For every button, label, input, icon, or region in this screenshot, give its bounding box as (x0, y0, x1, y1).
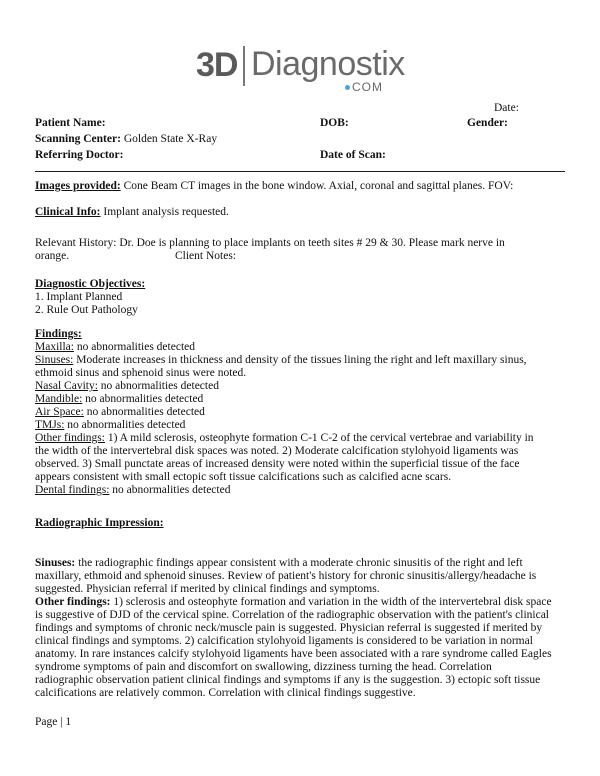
other-findings-line-1: 1) A mild sclerosis, osteophyte formation C-1 C-2 of the cervical vertebrae and variability in (107, 432, 534, 444)
radiographic-impression-heading (35, 517, 565, 530)
finding-air-space (35, 406, 565, 419)
finding-other (35, 432, 565, 445)
other-findings-label: Other findings: (35, 432, 105, 444)
logo-divider (243, 46, 245, 86)
finding-mandible (35, 393, 565, 406)
date-label: Date: (494, 102, 519, 114)
scanning-center-row (35, 133, 217, 146)
nasal-cavity-text: no abnormalities detected (100, 380, 219, 392)
impression-other-line-3: findings and symptoms of chronic neck/muscle pain is suggested. Physician referral is suggested if merited by (35, 622, 543, 634)
scanning-center-value: Golden State X-Ray (123, 133, 218, 145)
impression-other-line-1: 1) sclerosis and osteophyte formation and variation in the width of the intervertebral disk space (113, 596, 552, 608)
finding-dental (35, 484, 565, 497)
tmjs-text: no abnormalities detected (67, 419, 186, 431)
other-findings-line-3: observed. 3) Small punctate areas of increased density were noted within the superficial tissue of the face (35, 458, 520, 470)
dental-findings-text: no abnormalities detected (112, 484, 231, 496)
maxilla-label: Maxilla: (35, 341, 74, 353)
impression-section (35, 557, 565, 700)
impression-sinuses-line-1: the radiographic findings appear consistent with a moderate chronic sinusitis of the right and left (78, 557, 523, 569)
images-provided-text: Cone Beam CT images in the bone window. Axial, coronal and sagittal planes. FOV: (123, 180, 514, 192)
radiographic-impression-label: Radiographic Impression: (35, 517, 164, 529)
logo-tld: COM (352, 80, 383, 94)
objective-item: 2. Rule Out Pathology (35, 304, 138, 316)
impression-sinuses-line-3: suggested. Physician referral if merited by clinical findings and symptoms. (35, 583, 380, 595)
logo-dot-icon (345, 85, 350, 90)
mandible-label: Mandible: (35, 393, 83, 405)
impression-other-label: Other findings: (35, 596, 111, 608)
sinuses-text-line-1: Moderate increases in thickness and density of the tissues lining the right and left maxillary sinus, (76, 354, 527, 366)
company-logo (196, 42, 406, 98)
dob-label: DOB: (320, 117, 349, 129)
history-line-2-row (35, 250, 565, 263)
impression-other-line-4: clinical findings and symptoms. 2) calcification stylohyoid ligaments is considered to be variation in normal (35, 635, 533, 647)
header-divider (35, 171, 565, 172)
diagnostic-objectives (35, 278, 565, 317)
clinical-info-text: Implant analysis requested. (103, 206, 229, 218)
impression-sinuses-line-2: maxillary, ethmoid and sphenoid sinuses. Review of patient's history for chronic sinusitis/allergy/headache is (35, 570, 537, 582)
dental-findings-label: Dental findings: (35, 484, 110, 496)
sinuses-label: Sinuses: (35, 354, 74, 366)
other-findings-line-4: appears consistent with small ectopic soft tissue calcifications such as calcified acne scars. (35, 471, 452, 483)
client-notes-label: Client Notes: (175, 250, 237, 262)
tmjs-label: TMJs: (35, 419, 65, 431)
finding-sinuses (35, 354, 565, 367)
relevant-history (35, 237, 565, 263)
impression-sinuses (35, 557, 565, 570)
impression-other-line-2: is suggestive of DJD of the cervical spine. Correlation of the radiographic observation with the patient's clinical (35, 609, 549, 621)
clinical-info-row (35, 206, 565, 219)
maxilla-text: no abnormalities detected (76, 341, 195, 353)
clinical-info-label: Clinical Info: (35, 206, 101, 218)
sinuses-text-line-2: ethmoid sinus and sphenoid sinus were noted. (35, 367, 247, 379)
impression-sinuses-label: Sinuses: (35, 557, 76, 569)
history-line-2: orange. (35, 250, 70, 262)
findings-section (35, 328, 565, 497)
history-line-1: Relevant History: Dr. Doe is planning to place implants on teeth sites # 29 & 30. Please mark nerve in (35, 237, 505, 249)
logo-brand-name: Diagnostix (251, 45, 405, 83)
impression-other-line-8: calcifications are relatively common. Correlation with clinical findings suggestive. (35, 687, 416, 699)
finding-maxilla (35, 341, 565, 354)
scanning-center-label: Scanning Center: (35, 133, 121, 145)
air-space-label: Air Space: (35, 406, 84, 418)
date-of-scan-label: Date of Scan: (320, 149, 386, 161)
patient-name-label: Patient Name: (35, 117, 106, 129)
impression-other-line-6: syndrome symptoms of pain and discomfort on swallowing, dizziness turning the head. Correlation (35, 661, 492, 673)
finding-nasal-cavity (35, 380, 565, 393)
impression-other (35, 596, 565, 609)
objective-item: 1. Implant Planned (35, 291, 123, 303)
other-findings-line-2: the width of the intervertebral disk spaces was noted. 2) Moderate calcification stylohyoid ligaments was (35, 445, 519, 457)
finding-tmjs (35, 419, 565, 432)
page-number: Page | 1 (35, 716, 72, 728)
images-provided-label: Images provided: (35, 180, 121, 192)
impression-other-line-5: anatomy. In rare instances calcify stylohyoid ligaments have been associated with a rare syndrome called Eagles (35, 648, 552, 660)
findings-label: Findings: (35, 328, 82, 340)
images-provided-row (35, 180, 565, 193)
logo-3d-text: 3D (196, 46, 238, 84)
mandible-text: no abnormalities detected (85, 393, 204, 405)
gender-label: Gender: (467, 117, 508, 129)
impression-other-line-7: radiographic observation patient clinical findings and symptoms if any is the suggestion. 3) ectopic soft tissue (35, 674, 541, 686)
air-space-text: no abnormalities detected (86, 406, 205, 418)
referring-doctor-label: Referring Doctor: (35, 149, 124, 161)
diagnostic-objectives-label: Diagnostic Objectives: (35, 278, 146, 290)
nasal-cavity-label: Nasal Cavity: (35, 380, 98, 392)
